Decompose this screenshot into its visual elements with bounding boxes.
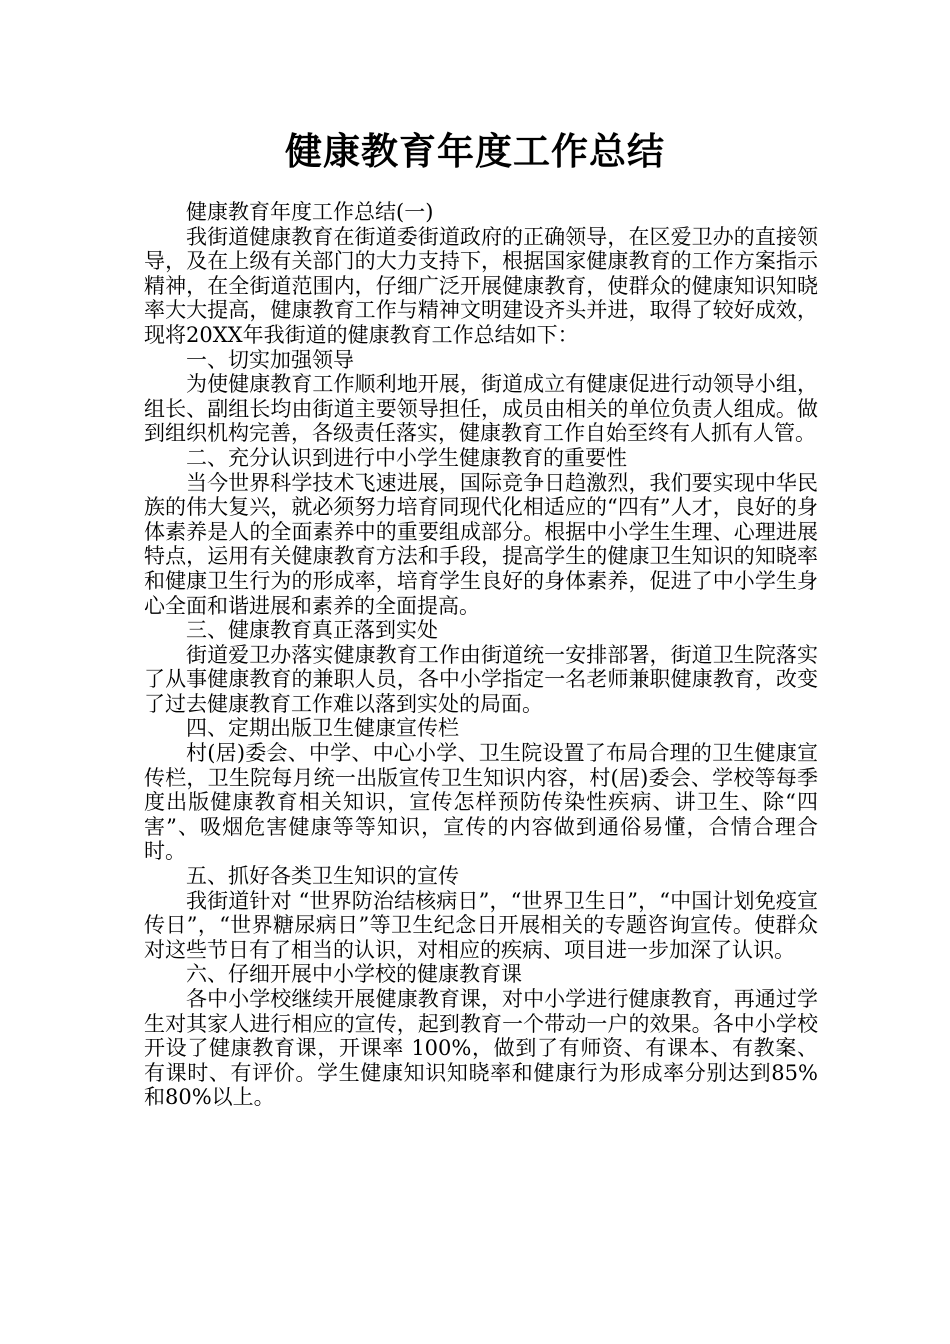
section-heading-4: 四、定期出版卫生健康宣传栏 bbox=[186, 716, 459, 741]
section-heading-6: 六、仔细开展中小学校的健康教育课 bbox=[186, 962, 522, 987]
section-heading-2: 二、充分认识到进行中小学生健康教育的重要性 bbox=[186, 445, 627, 470]
section-heading-3: 三、健康教育真正落到实处 bbox=[186, 618, 438, 643]
document-body bbox=[144, 200, 818, 1110]
section-heading-1: 一、切实加强领导 bbox=[186, 347, 354, 372]
section-heading-5: 五、抓好各类卫生知识的宣传 bbox=[186, 864, 459, 889]
paragraph-subtitle: 健康教育年度工作总结(一) bbox=[186, 200, 434, 224]
paragraph-section-1: 为使健康教育工作顺利地开展，街道成立有健康促进行动领导小组，组长、副组长均由街道主要领导担任，成员由相关的单位负责人组成。做到组织机构完善，各级责任落实，健康教育工作自始至终有人抓有人管。 bbox=[144, 372, 818, 446]
document-title: 健康教育年度工作总结 bbox=[285, 130, 665, 173]
paragraph-intro: 我街道健康教育在街道委街道政府的正确领导，在区爱卫办的直接领导，及在上级有关部门的大力支持下，根据国家健康教育的工作方案指示精神，在全街道范围内，仔细广泛开展健康教育，使群众的健康知识知晓率大大提高，健康教育工作与精神文明建设齐头并进，取得了较好成效，现将20XX年我街道的健康教育工作总结如下： bbox=[144, 224, 818, 347]
paragraph-section-6: 各中小学校继续开展健康教育课，对中小学进行健康教育，再通过学生对其家人进行相应的宣传，起到教育一个带动一户的效果。各中小学校开设了健康教育课，开课率 100%，做到了有师资、有课本、有教案、有课时、有评价。学生健康知识知晓率和健康行为形成率分别达到85%和80%以上。 bbox=[144, 987, 818, 1110]
paragraph-section-4: 村(居)委会、中学、中心小学、卫生院设置了布局合理的卫生健康宣传栏，卫生院每月统一出版宣传卫生知识内容，村(居)委会、学校等每季度出版健康教育相关知识，宣传怎样预防传染性疾病、讲卫生、除“四害”、吸烟危害健康等等知识，宣传的内容做到通俗易懂，合情合理合时。 bbox=[144, 741, 818, 864]
paragraph-section-5: 我街道针对 “世界防治结核病日”，“世界卫生日”，“中国计划免疫宣传日”，“世界糖尿病日”等卫生纪念日开展相关的专题咨询宣传。使群众对这些节日有了相当的认识，对相应的疾病、项目进一步加深了认识。 bbox=[144, 888, 818, 962]
paragraph-section-2: 当今世界科学技术飞速进展，国际竞争日趋激烈，我们要实现中华民族的伟大复兴，就必须努力培育同现代化相适应的“四有”人才，良好的身体素养是人的全面素养中的重要组成部分。根据中小学生生理、心理进展特点，运用有关健康教育方法和手段，提高学生的健康卫生知识的知晓率和健康卫生行为的形成率，培育学生良好的身体素养，促进了中小学生身心全面和谐进展和素养的全面提高。 bbox=[144, 470, 818, 618]
paragraph-section-3: 街道爱卫办落实健康教育工作由街道统一安排部署，街道卫生院落实了从事健康教育的兼职人员，各中小学指定一名老师兼职健康教育，改变了过去健康教育工作难以落到实处的局面。 bbox=[144, 642, 818, 716]
